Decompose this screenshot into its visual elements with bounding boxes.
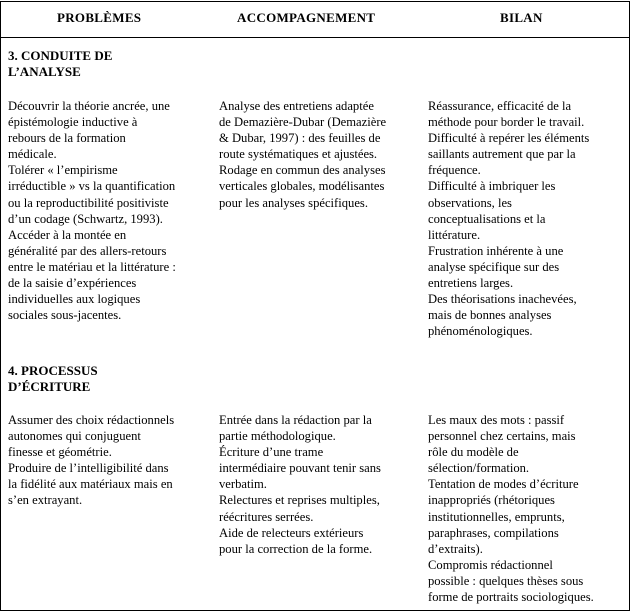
section-title-line: L’ANALYSE	[8, 64, 81, 79]
cell-text-line: Difficulté à imbriquer les	[428, 179, 556, 194]
cell-text-line: Tentation de modes d’écriture	[428, 477, 579, 492]
cell-problemes-ecriture	[8, 412, 174, 509]
cell-text-line: généralité par des allers-retours	[8, 243, 167, 258]
cell-text-line: verticales globales, modélisantes	[219, 179, 385, 194]
cell-text-line: littérature.	[428, 227, 481, 242]
cell-text-line: irréductible » vs la quantification	[8, 179, 176, 194]
cell-text-line: forme de portraits sociologiques.	[428, 590, 594, 605]
cell-text-line: analyse spécifique sur des	[428, 259, 560, 274]
cell-text-line: Analyse des entretiens adaptée	[219, 99, 374, 113]
cell-text-line: sélection/formation.	[428, 461, 530, 476]
section-title-conduite-analyse	[8, 48, 112, 80]
table-bottom-rule	[0, 610, 630, 611]
cell-text-line: autonomes qui conjuguent	[8, 429, 141, 444]
cell-text-line: sociales sous-jacentes.	[8, 308, 122, 323]
cell-bilan-analyse	[428, 98, 589, 339]
cell-text-line: d’extraits).	[428, 541, 483, 556]
cell-text-line: saillants autrement que par la	[428, 147, 576, 162]
cell-text-line: finesse et géométrie.	[8, 445, 112, 460]
cell-text-line: Réassurance, efficacité de la	[428, 99, 572, 113]
cell-text-line: institutionnelles, emprunts,	[428, 509, 565, 524]
cell-text-line: épistémologie inductive à	[8, 115, 138, 130]
cell-text-line: d’un codage (Schwartz, 1993).	[8, 211, 163, 226]
cell-text-line: partie méthodologique.	[219, 429, 336, 444]
section-title-processus-ecriture	[8, 363, 98, 395]
cell-text-line: & Dubar, 1997) : des feuilles de	[219, 131, 381, 146]
cell-text-line: Découvrir la théorie ancrée, une	[8, 99, 170, 113]
cell-text-line: Entrée dans la rédaction par la	[219, 413, 372, 427]
cell-text-line: médicale.	[8, 147, 57, 162]
cell-text-line: individuelles aux logiques	[8, 292, 141, 307]
cell-text-line: intermédiaire pouvant tenir sans	[219, 461, 381, 476]
cell-text-line: ou la reproductibilité positiviste	[8, 195, 169, 210]
cell-accompagnement-ecriture	[219, 412, 381, 557]
cell-text-line: Frustration inhérente à une	[428, 243, 564, 258]
header-rule	[0, 37, 630, 38]
cell-text-line: Assumer des choix rédactionnels	[8, 413, 175, 427]
cell-text-line: Produire de l’intelligibilité dans	[8, 461, 169, 476]
cell-text-line: paraphrases, compilations	[428, 525, 559, 540]
cell-text-line: rôle du modèle de	[428, 445, 519, 460]
cell-text-line: conceptualisations et la	[428, 211, 546, 226]
cell-text-line: Écriture d’une trame	[219, 445, 324, 460]
column-header-accompagnement: ACCOMPAGNEMENT	[237, 10, 376, 25]
cell-text-line: fréquence.	[428, 163, 481, 178]
cell-text-line: Difficulté à repérer les éléments	[428, 131, 590, 146]
section-title-line: D’ÉCRITURE	[8, 379, 91, 394]
section-title-line: 3. CONDUITE DE	[8, 48, 113, 63]
column-header-bilan: BILAN	[500, 10, 543, 25]
cell-text-line: observations, les	[428, 195, 512, 210]
cell-text-line: rebours de la formation	[8, 131, 126, 146]
cell-text-line: possible : quelques thèses sous	[428, 573, 584, 588]
cell-text-line: réécritures serrées.	[219, 509, 314, 524]
cell-text-line: mais de bonnes analyses	[428, 308, 552, 323]
cell-text-line: Les maux des mots : passif	[428, 413, 565, 427]
cell-text-line: route systématiques et ajustées.	[219, 147, 378, 162]
section-title-line: 4. PROCESSUS	[8, 363, 98, 378]
table-top-rule	[0, 1, 630, 2]
cell-text-line: Rodage en commun des analyses	[219, 163, 386, 178]
cell-text-line: pour la correction de la forme.	[219, 541, 373, 556]
cell-text-line: entretiens larges.	[428, 276, 514, 291]
cell-text-line: pour les analyses spécifiques.	[219, 195, 368, 210]
cell-text-line: Tolérer « l’empirisme	[8, 163, 118, 178]
cell-problemes-analyse	[8, 98, 176, 323]
cell-text-line: Compromis rédactionnel	[428, 557, 553, 572]
cell-text-line: méthode pour border le travail.	[428, 115, 585, 130]
cell-text-line: Relectures et reprises multiples,	[219, 493, 380, 508]
cell-text-line: Aide de relecteurs extérieurs	[219, 525, 364, 540]
cell-text-line: inappropriés (rhétoriques	[428, 493, 555, 508]
cell-bilan-ecriture	[428, 412, 594, 605]
cell-text-line: de la saisie d’expériences	[8, 276, 137, 291]
cell-text-line: verbatim.	[219, 477, 267, 492]
cell-text-line: s’en extrayant.	[8, 493, 83, 508]
cell-accompagnement-analyse	[219, 98, 386, 211]
cell-text-line: entre le matériau et la littérature :	[8, 259, 176, 274]
cell-text-line: de Demazière-Dubar (Demazière	[219, 115, 387, 130]
cell-text-line: phénoménologiques.	[428, 324, 533, 339]
cell-text-line: la fidélité aux matériaux mais en	[8, 477, 173, 492]
table-left-border	[0, 1, 1, 610]
cell-text-line: personnel chez certains, mais	[428, 429, 576, 444]
cell-text-line: Des théorisations inachevées,	[428, 292, 577, 307]
column-header-problemes: PROBLÈMES	[57, 10, 142, 25]
cell-text-line: Accéder à la montée en	[8, 227, 127, 242]
